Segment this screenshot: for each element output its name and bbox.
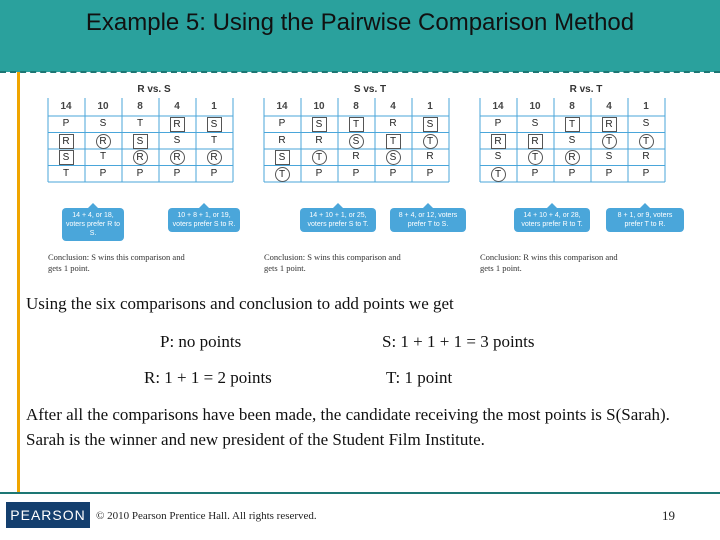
conclusion-text: Conclusion: S wins this comparison and gets 1 point. [48,252,185,273]
footer-divider [0,492,720,494]
ranking-cell: R [593,117,625,132]
ranking-cell: R [389,118,397,129]
p-points: P: no points [160,332,242,351]
voter-count: 14 [60,101,72,112]
ranking-cell: S [50,150,82,165]
voter-count: 14 [492,101,504,112]
preference-table [46,98,251,198]
ranking-cell: R [198,150,230,165]
ranking-cell: T [340,117,372,132]
voter-count: 10 [529,101,541,112]
ranking-cell: S [568,134,576,146]
panel-title: R vs. S [137,84,171,95]
conclusion-text: Conclusion: R wins this comparison and gets 1 point. [480,252,618,273]
ranking-cell: T [62,167,70,179]
ranking-cell: S [124,134,156,149]
preference-table [262,98,467,198]
copyright-text: © 2010 Pearson Prentice Hall. All rights reserved. [96,510,317,522]
title-banner [0,0,720,72]
ranking-cell: P [278,118,286,129]
ranking-cell: T [136,118,144,129]
slide-title: Example 5: Using the Pairwise Comparison Method [85,9,635,36]
callout-right: 8 + 1, or 9, voters prefer T to R. [606,208,684,232]
ranking-cell: T [99,151,107,162]
ranking-cell: T [377,134,409,149]
ranking-cell: S [377,150,409,165]
ranking-cell: T [210,134,218,146]
conclusion-text: Conclusion: S wins this comparison and gets 1 point. [264,252,401,273]
callout-right: 10 + 8 + 1, or 19, voters prefer S to R. [168,208,240,232]
ranking-cell: T [630,134,662,149]
ranking-cell: R [556,150,588,165]
ranking-cell: P [568,167,576,179]
panel-title: S vs. T [353,84,387,95]
ranking-cell: P [136,167,144,179]
voter-count: 4 [390,101,396,112]
callout-right: 8 + 4, or 12, voters prefer T to S. [390,208,466,232]
t-points: T: 1 point [386,368,453,387]
ranking-cell: T [303,150,335,165]
s-points: S: 1 + 1 + 1 = 3 points [382,332,535,351]
ranking-cell: S [99,118,107,129]
left-accent-line [17,72,20,492]
ranking-cell: P [62,118,70,129]
comparison-panel-s-vs-t [262,84,478,280]
voter-count: 1 [643,101,649,112]
ranking-cell: P [605,167,613,179]
ranking-cell: P [531,167,539,179]
ranking-cell: S [198,117,230,132]
callout-left: 14 + 4, or 18, voters prefer R to S. [62,208,124,241]
ranking-cell: P [173,167,181,179]
ranking-cell: T [482,167,514,182]
ranking-cell: S [605,151,613,162]
ranking-cell: S [414,117,446,132]
callout-left: 14 + 10 + 1, or 25, voters prefer S to T. [300,208,376,232]
ranking-cell: P [210,167,218,179]
ranking-cell: P [494,118,502,129]
ranking-cell: S [266,150,298,165]
ranking-cell: P [426,167,434,179]
comparison-panel-r-vs-t [478,84,694,280]
ranking-cell: T [414,134,446,149]
preference-table [478,98,683,198]
ranking-cell: S [303,117,335,132]
voter-count: 1 [427,101,433,112]
ranking-cell: R [161,117,193,132]
voter-count: 10 [313,101,325,112]
panel-title: R vs. T [569,84,603,95]
ranking-cell: S [531,118,539,129]
voter-count: 8 [569,101,575,112]
ranking-cell: T [593,134,625,149]
ranking-cell: T [266,167,298,182]
intro-text: Using the six comparisons and conclusion to add points we get [26,294,454,313]
voter-count: 4 [174,101,180,112]
ranking-cell: R [315,134,323,146]
voter-count: 1 [211,101,217,112]
ranking-cell: S [494,151,502,162]
pearson-logo: PEARSON [6,502,90,528]
ranking-cell: R [352,151,360,162]
voter-count: 10 [97,101,109,112]
ranking-cell: R [482,134,514,149]
ranking-cell: P [389,167,397,179]
ranking-cell: S [340,134,372,149]
comparison-panel-r-vs-s [46,84,262,280]
ranking-cell: R [50,134,82,149]
ranking-cell: S [173,134,181,146]
ranking-cell: R [161,150,193,165]
ranking-cell: R [87,134,119,149]
ranking-cell: T [556,117,588,132]
voter-count: 8 [353,101,359,112]
r-points: R: 1 + 1 = 2 points [144,368,272,387]
ranking-cell: R [519,134,551,149]
voter-count: 14 [276,101,288,112]
ranking-cell: R [124,150,156,165]
ranking-cell: S [642,118,650,129]
ranking-cell: P [642,167,650,179]
voter-count: 4 [606,101,612,112]
callout-left: 14 + 10 + 4, or 28, voters prefer R to T. [514,208,590,232]
ranking-cell: P [315,167,323,179]
page-number: 19 [662,508,675,523]
ranking-cell: P [99,167,107,179]
ranking-cell: R [426,151,434,162]
ranking-cell: R [642,151,650,162]
ranking-cell: P [352,167,360,179]
ranking-cell: R [278,134,286,146]
title-divider [0,71,720,73]
voter-count: 8 [137,101,143,112]
conclusion-paragraph: After all the comparisons have been made, the candidate receiving the most points is S(Sarah). Sarah is the winner and new president of the Student Film Institute. [26,405,670,449]
ranking-cell: T [519,150,551,165]
